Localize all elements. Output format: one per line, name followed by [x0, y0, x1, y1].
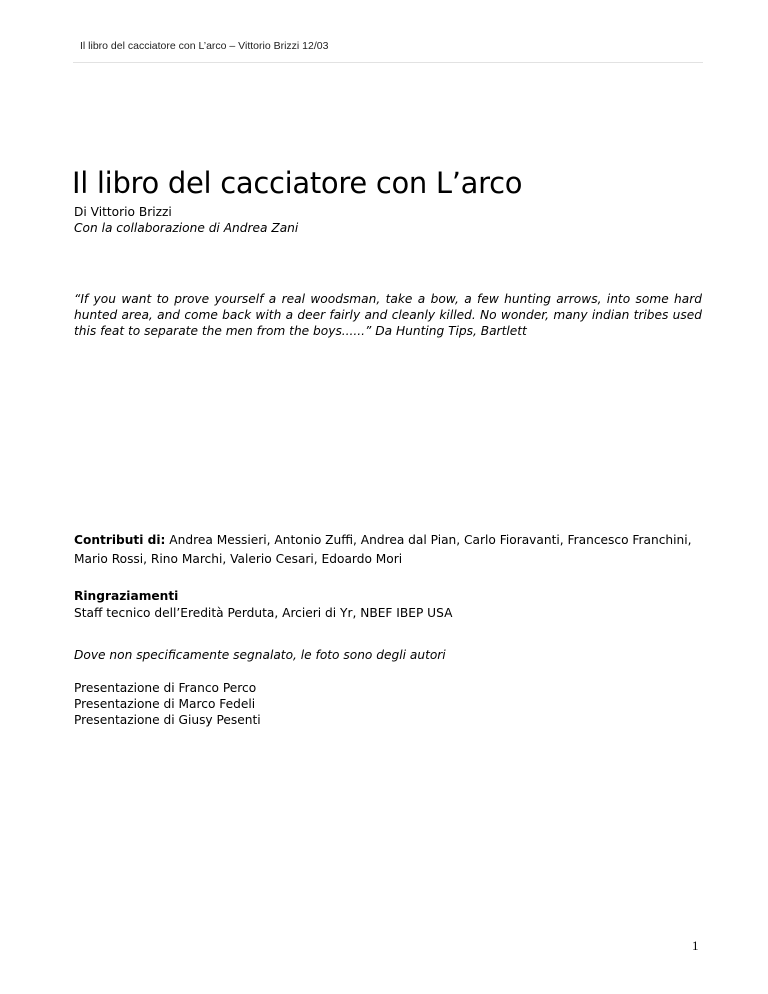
byline [74, 204, 298, 236]
contributions-text: Andrea Messieri, Antonio Zuffi, Andrea dal Pian, Carlo Fioravanti, Francesco Franchini, Mario Rossi, Rino Marchi, Valerio Cesari, Edoardo Mori [74, 533, 692, 566]
acknowledgements-section [74, 588, 452, 622]
collaboration-line: Con la collaborazione di Andrea Zani [74, 221, 299, 235]
presentation-item: Presentazione di Giusy Pesenti [74, 713, 261, 727]
presentations-list [74, 680, 261, 728]
contributions-paragraph [74, 531, 714, 569]
running-header: Il libro del cacciatore con L’arco – Vittorio Brizzi 12/03 [80, 40, 329, 52]
author-line: Di Vittorio Brizzi [74, 205, 172, 219]
presentation-item: Presentazione di Franco Perco [74, 681, 257, 695]
photo-credit-note: Dove non specificamente segnalato, le foto sono degli autori [74, 648, 446, 662]
acknowledgements-text: Staff tecnico dell’Eredità Perduta, Arcieri di Yr, NBEF IBEP USA [74, 606, 453, 620]
presentation-item: Presentazione di Marco Fedeli [74, 697, 256, 711]
document-title: Il libro del cacciatore con L’arco [72, 166, 523, 200]
contributions-label: Contributi di: [74, 533, 166, 547]
epigraph-quote: “If you want to prove yourself a real woodsman, take a bow, a few hunting arrows, into some hard hunted area, and come back with a deer fairly and cleanly killed. No wonder, many indian tribes used this feat to separate the men from the boys......” Da Hunting Tips, Bartlett [74, 292, 702, 338]
acknowledgements-label: Ringraziamenti [74, 589, 179, 603]
header-divider [73, 62, 703, 63]
page-number: 1 [692, 938, 699, 953]
